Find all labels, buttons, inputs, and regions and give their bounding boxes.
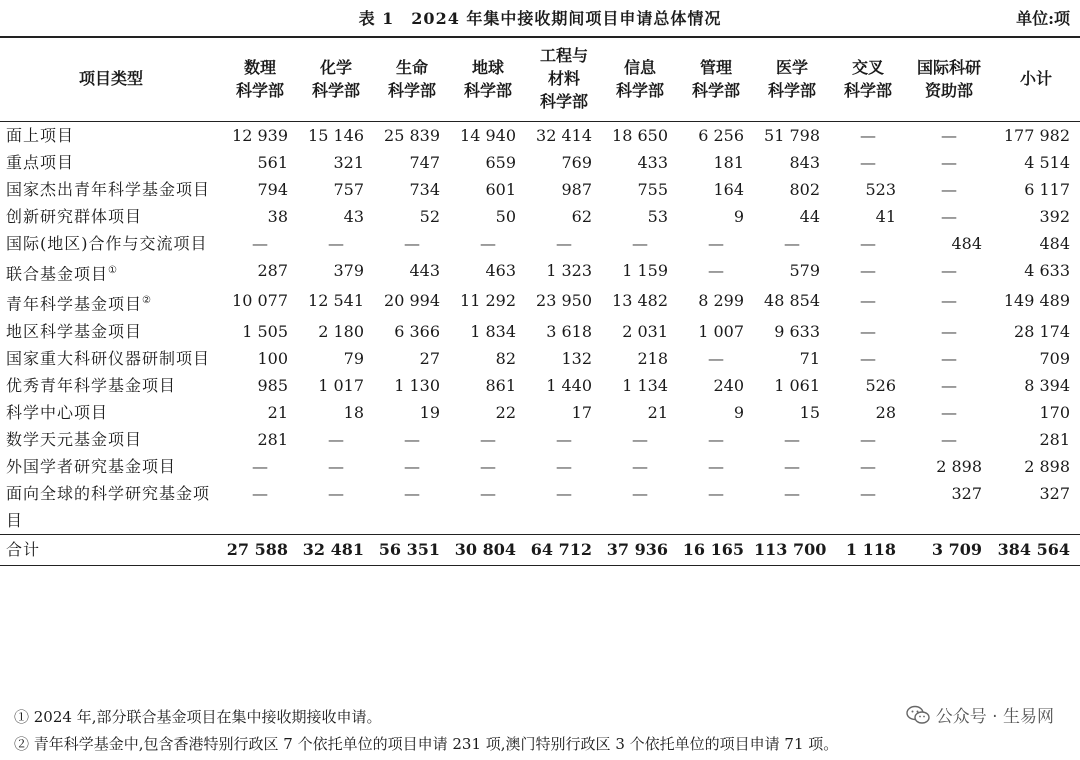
- cell-value: 22: [495, 402, 516, 422]
- header-col: 小计: [992, 37, 1080, 122]
- header-col: 数理 科学部: [222, 37, 298, 122]
- table-title: 表 1 2024 年集中接收期间项目申请总体情况: [358, 9, 722, 28]
- cell-value: 1 834: [470, 321, 516, 341]
- cell-value: 48 854: [764, 291, 820, 311]
- cell-value: 32 414: [536, 126, 592, 145]
- footnotes: [14, 704, 838, 758]
- footnote-1: ① 2024 年,部分联合基金项目在集中接收期接收申请。: [14, 708, 382, 726]
- cell-value: 50: [495, 207, 516, 226]
- cell-value: —: [860, 153, 876, 172]
- cell-value: —: [708, 483, 724, 503]
- cell-value: 43: [343, 207, 364, 226]
- cell-value: —: [404, 429, 420, 449]
- cell-value: 15 146: [308, 126, 364, 145]
- cell-value: 327: [951, 483, 982, 503]
- cell-value: —: [941, 402, 957, 422]
- cell-value: —: [941, 126, 957, 145]
- cell-value: —: [632, 429, 648, 449]
- row-label-text: 国家杰出青年科学基金项目: [6, 180, 211, 199]
- row-label: [0, 287, 222, 317]
- cell-value: 3 709: [906, 534, 992, 565]
- cell-value: —: [480, 483, 496, 503]
- cell-value: 62: [571, 207, 592, 226]
- row-label: [0, 453, 222, 480]
- cell-value: 843: [789, 153, 820, 172]
- cell-value: —: [784, 456, 800, 476]
- cell-value: 17: [571, 402, 592, 422]
- header-col: 化学 科学部: [298, 37, 374, 122]
- cell-value: 2 898: [936, 456, 982, 476]
- table-row: [0, 230, 1080, 257]
- cell-value: —: [632, 483, 648, 503]
- row-label: [0, 203, 222, 230]
- cell-value: 987: [561, 180, 592, 199]
- cell-value: 240: [713, 375, 744, 395]
- table-row: [0, 203, 1080, 230]
- footnote-marker: ②: [142, 295, 152, 307]
- cell-value: 523: [865, 180, 896, 199]
- row-label-text: 外国学者研究基金项目: [6, 456, 177, 476]
- table-row: [0, 149, 1080, 176]
- cell-value: —: [328, 456, 344, 476]
- cell-value: 734: [409, 180, 440, 199]
- cell-value: 52: [419, 207, 440, 226]
- footnote-marker: ①: [108, 265, 118, 276]
- cell-value: —: [480, 429, 496, 449]
- cell-value: —: [708, 456, 724, 476]
- cell-value: 433: [637, 153, 668, 172]
- cell-value: 10 077: [232, 291, 288, 311]
- table-row: [0, 453, 1080, 480]
- cell-value: 281: [1039, 429, 1070, 449]
- cell-value: 177 982: [1003, 126, 1070, 145]
- row-label-text: 青年科学基金项目: [6, 294, 143, 314]
- cell-value: 15: [799, 402, 820, 422]
- cell-value: —: [404, 456, 420, 476]
- wechat-icon: [906, 705, 930, 725]
- cell-value: 113 700: [754, 534, 830, 565]
- cell-value: —: [860, 261, 876, 280]
- cell-value: —: [708, 234, 724, 253]
- header-col: 管理 科学部: [678, 37, 754, 122]
- cell-value: —: [404, 234, 420, 253]
- cell-value: 41: [875, 207, 896, 226]
- cell-value: —: [252, 483, 268, 503]
- cell-value: 51 798: [764, 126, 820, 145]
- row-label: [0, 372, 222, 399]
- header-type: 项目类型: [0, 37, 222, 122]
- total-row: [0, 534, 1080, 565]
- cell-value: 28 174: [1014, 321, 1070, 341]
- cell-value: 802: [789, 180, 820, 199]
- cell-value: 79: [343, 348, 364, 368]
- table-row: [0, 480, 1080, 535]
- row-label-text: 重点项目: [6, 153, 75, 172]
- cell-value: 38: [267, 207, 288, 226]
- row-label-text: 联合基金项目: [6, 264, 109, 284]
- cell-value: —: [941, 348, 957, 368]
- cell-value: —: [941, 180, 957, 199]
- row-label: [0, 257, 222, 287]
- cell-value: 25 839: [384, 126, 440, 145]
- cell-value: —: [784, 483, 800, 503]
- table-row: [0, 176, 1080, 203]
- cell-value: 11 292: [460, 291, 516, 311]
- cell-value: 9: [733, 402, 744, 422]
- header-col: 医学 科学部: [754, 37, 830, 122]
- cell-value: —: [708, 348, 724, 368]
- cell-value: 32 481: [298, 534, 374, 565]
- cell-value: —: [328, 234, 344, 253]
- table-row: [0, 257, 1080, 287]
- cell-value: 132: [561, 348, 592, 368]
- header-col: 地球 科学部: [450, 37, 526, 122]
- cell-value: —: [556, 234, 572, 253]
- cell-value: 30 804: [450, 534, 526, 565]
- cell-value: 218: [637, 348, 668, 368]
- row-label-text: 数学天元基金项目: [6, 429, 143, 449]
- table-row: [0, 122, 1080, 150]
- cell-value: 1 017: [318, 375, 364, 395]
- row-label-text: 科学中心项目: [6, 402, 109, 422]
- table-row: [0, 399, 1080, 426]
- cell-value: —: [941, 321, 957, 341]
- cell-value: —: [404, 483, 420, 503]
- cell-value: 13 482: [612, 291, 668, 311]
- cell-value: —: [941, 291, 957, 311]
- header-col: 交叉 科学部: [830, 37, 906, 122]
- cell-value: 82: [495, 348, 516, 368]
- cell-value: 21: [647, 402, 668, 422]
- cell-value: 64 712: [526, 534, 602, 565]
- header-col: 工程与 材料 科学部: [526, 37, 602, 122]
- cell-value: 149 489: [1003, 291, 1070, 311]
- cell-value: 3 618: [546, 321, 592, 341]
- cell-value: 321: [333, 153, 364, 172]
- cell-value: 392: [1039, 207, 1070, 226]
- cell-value: 1 134: [622, 375, 668, 395]
- applications-table: [0, 36, 1080, 566]
- cell-value: 53: [647, 207, 668, 226]
- row-label-text: 国际(地区)合作与交流项目: [6, 234, 208, 253]
- cell-value: 327: [1039, 483, 1070, 503]
- cell-value: 384 564: [992, 534, 1080, 565]
- cell-value: —: [941, 375, 957, 395]
- cell-value: —: [328, 483, 344, 503]
- row-label-text: 合计: [6, 539, 41, 559]
- row-label: [0, 149, 222, 176]
- cell-value: 14 940: [460, 126, 516, 145]
- header-col: 生命 科学部: [374, 37, 450, 122]
- cell-value: 484: [1039, 234, 1070, 253]
- cell-value: 709: [1039, 348, 1070, 368]
- row-label: [0, 318, 222, 345]
- cell-value: —: [784, 234, 800, 253]
- cell-value: 170: [1039, 402, 1070, 422]
- cell-value: 659: [485, 153, 516, 172]
- row-label: [0, 399, 222, 426]
- cell-value: 463: [485, 261, 516, 280]
- row-label: [0, 230, 222, 257]
- cell-value: —: [860, 483, 876, 503]
- cell-value: —: [708, 429, 724, 449]
- unit-label: 单位:项: [1016, 9, 1070, 28]
- cell-value: 44: [799, 207, 820, 226]
- cell-value: 12 541: [308, 291, 364, 311]
- cell-value: 484: [951, 234, 982, 253]
- cell-value: —: [708, 261, 724, 280]
- cell-value: 1 130: [394, 375, 440, 395]
- cell-value: 1 440: [546, 375, 592, 395]
- row-label-text: 面向全球的科学研究基金项目: [6, 483, 211, 530]
- cell-value: 1 007: [698, 321, 744, 341]
- cell-value: 181: [713, 153, 744, 172]
- cell-value: 164: [713, 180, 744, 199]
- cell-value: 794: [257, 180, 288, 199]
- cell-value: 1 061: [774, 375, 820, 395]
- cell-value: 20 994: [384, 291, 440, 311]
- cell-value: —: [941, 429, 957, 449]
- cell-value: 561: [257, 153, 288, 172]
- cell-value: —: [941, 207, 957, 226]
- table-body: [0, 122, 1080, 566]
- cell-value: —: [860, 291, 876, 311]
- table-row: [0, 345, 1080, 372]
- cell-value: —: [480, 456, 496, 476]
- cell-value: —: [860, 348, 876, 368]
- cell-value: 755: [637, 180, 668, 199]
- cell-value: 4 514: [1024, 153, 1070, 172]
- cell-value: 2 180: [318, 321, 364, 341]
- table-row: [0, 426, 1080, 453]
- cell-value: 6 256: [698, 126, 744, 145]
- cell-value: 6 366: [394, 321, 440, 341]
- cell-value: —: [860, 456, 876, 476]
- cell-value: 1 323: [546, 261, 592, 280]
- header-row: [0, 37, 1080, 122]
- footnote-2: ② 青年科学基金中,包含香港特别行政区 7 个依托单位的项目申请 231 项,澳门特别行政区 3 个依托单位的项目申请 71 项。: [14, 735, 839, 753]
- cell-value: 56 351: [374, 534, 450, 565]
- cell-value: —: [860, 321, 876, 341]
- header-col: 信息 科学部: [602, 37, 678, 122]
- cell-value: —: [328, 429, 344, 449]
- cell-value: —: [632, 234, 648, 253]
- cell-value: 100: [257, 348, 288, 368]
- cell-value: 1 505: [242, 321, 288, 341]
- row-label-text: 国家重大科研仪器研制项目: [6, 348, 211, 368]
- cell-value: —: [252, 234, 268, 253]
- row-label: [0, 176, 222, 203]
- cell-value: 579: [789, 261, 820, 280]
- cell-value: 2 898: [1024, 456, 1070, 476]
- row-label: [0, 534, 222, 565]
- cell-value: 4 633: [1024, 261, 1070, 280]
- cell-value: 757: [333, 180, 364, 199]
- cell-value: 16 165: [678, 534, 754, 565]
- cell-value: —: [941, 153, 957, 172]
- cell-value: —: [556, 429, 572, 449]
- cell-value: 21: [267, 402, 288, 422]
- row-label: [0, 345, 222, 372]
- cell-value: 19: [419, 402, 440, 422]
- table-row: [0, 318, 1080, 345]
- cell-value: —: [480, 234, 496, 253]
- table-row: [0, 372, 1080, 399]
- cell-value: 23 950: [536, 291, 592, 311]
- cell-value: 12 939: [232, 126, 288, 145]
- cell-value: 287: [257, 261, 288, 280]
- cell-value: 27: [419, 348, 440, 368]
- cell-value: 1 118: [830, 534, 906, 565]
- cell-value: —: [632, 456, 648, 476]
- table-row: [0, 287, 1080, 317]
- cell-value: 27 588: [222, 534, 298, 565]
- cell-value: 37 936: [602, 534, 678, 565]
- watermark: [906, 702, 1054, 727]
- cell-value: —: [860, 234, 876, 253]
- watermark-text: 公众号 · 生易网: [935, 707, 1054, 727]
- row-label-text: 优秀青年科学基金项目: [6, 375, 177, 395]
- cell-value: 985: [257, 375, 288, 395]
- cell-value: 443: [409, 261, 440, 280]
- cell-value: —: [941, 261, 957, 280]
- cell-value: 71: [799, 348, 820, 368]
- cell-value: 8 299: [698, 291, 744, 311]
- cell-value: 601: [485, 180, 516, 199]
- row-label: [0, 426, 222, 453]
- row-label-text: 面上项目: [6, 126, 75, 145]
- cell-value: 379: [333, 261, 364, 280]
- cell-value: —: [860, 126, 876, 145]
- row-label: [0, 122, 222, 150]
- cell-value: 8 394: [1024, 375, 1070, 395]
- cell-value: 526: [865, 375, 896, 395]
- cell-value: —: [556, 483, 572, 503]
- header-col: 国际科研 资助部: [906, 37, 992, 122]
- cell-value: —: [252, 456, 268, 476]
- row-label: [0, 480, 222, 535]
- cell-value: —: [860, 429, 876, 449]
- cell-value: 9 633: [774, 321, 820, 341]
- cell-value: —: [784, 429, 800, 449]
- row-label-text: 创新研究群体项目: [6, 207, 143, 226]
- cell-value: 18: [343, 402, 364, 422]
- cell-value: 769: [561, 153, 592, 172]
- cell-value: 9: [733, 207, 744, 226]
- cell-value: 1 159: [622, 261, 668, 280]
- cell-value: 747: [409, 153, 440, 172]
- row-label-text: 地区科学基金项目: [6, 321, 143, 341]
- cell-value: 861: [485, 375, 516, 395]
- cell-value: 6 117: [1024, 180, 1070, 199]
- cell-value: 2 031: [622, 321, 668, 341]
- cell-value: 18 650: [612, 126, 668, 145]
- cell-value: 28: [875, 402, 896, 422]
- cell-value: —: [556, 456, 572, 476]
- cell-value: 281: [257, 429, 288, 449]
